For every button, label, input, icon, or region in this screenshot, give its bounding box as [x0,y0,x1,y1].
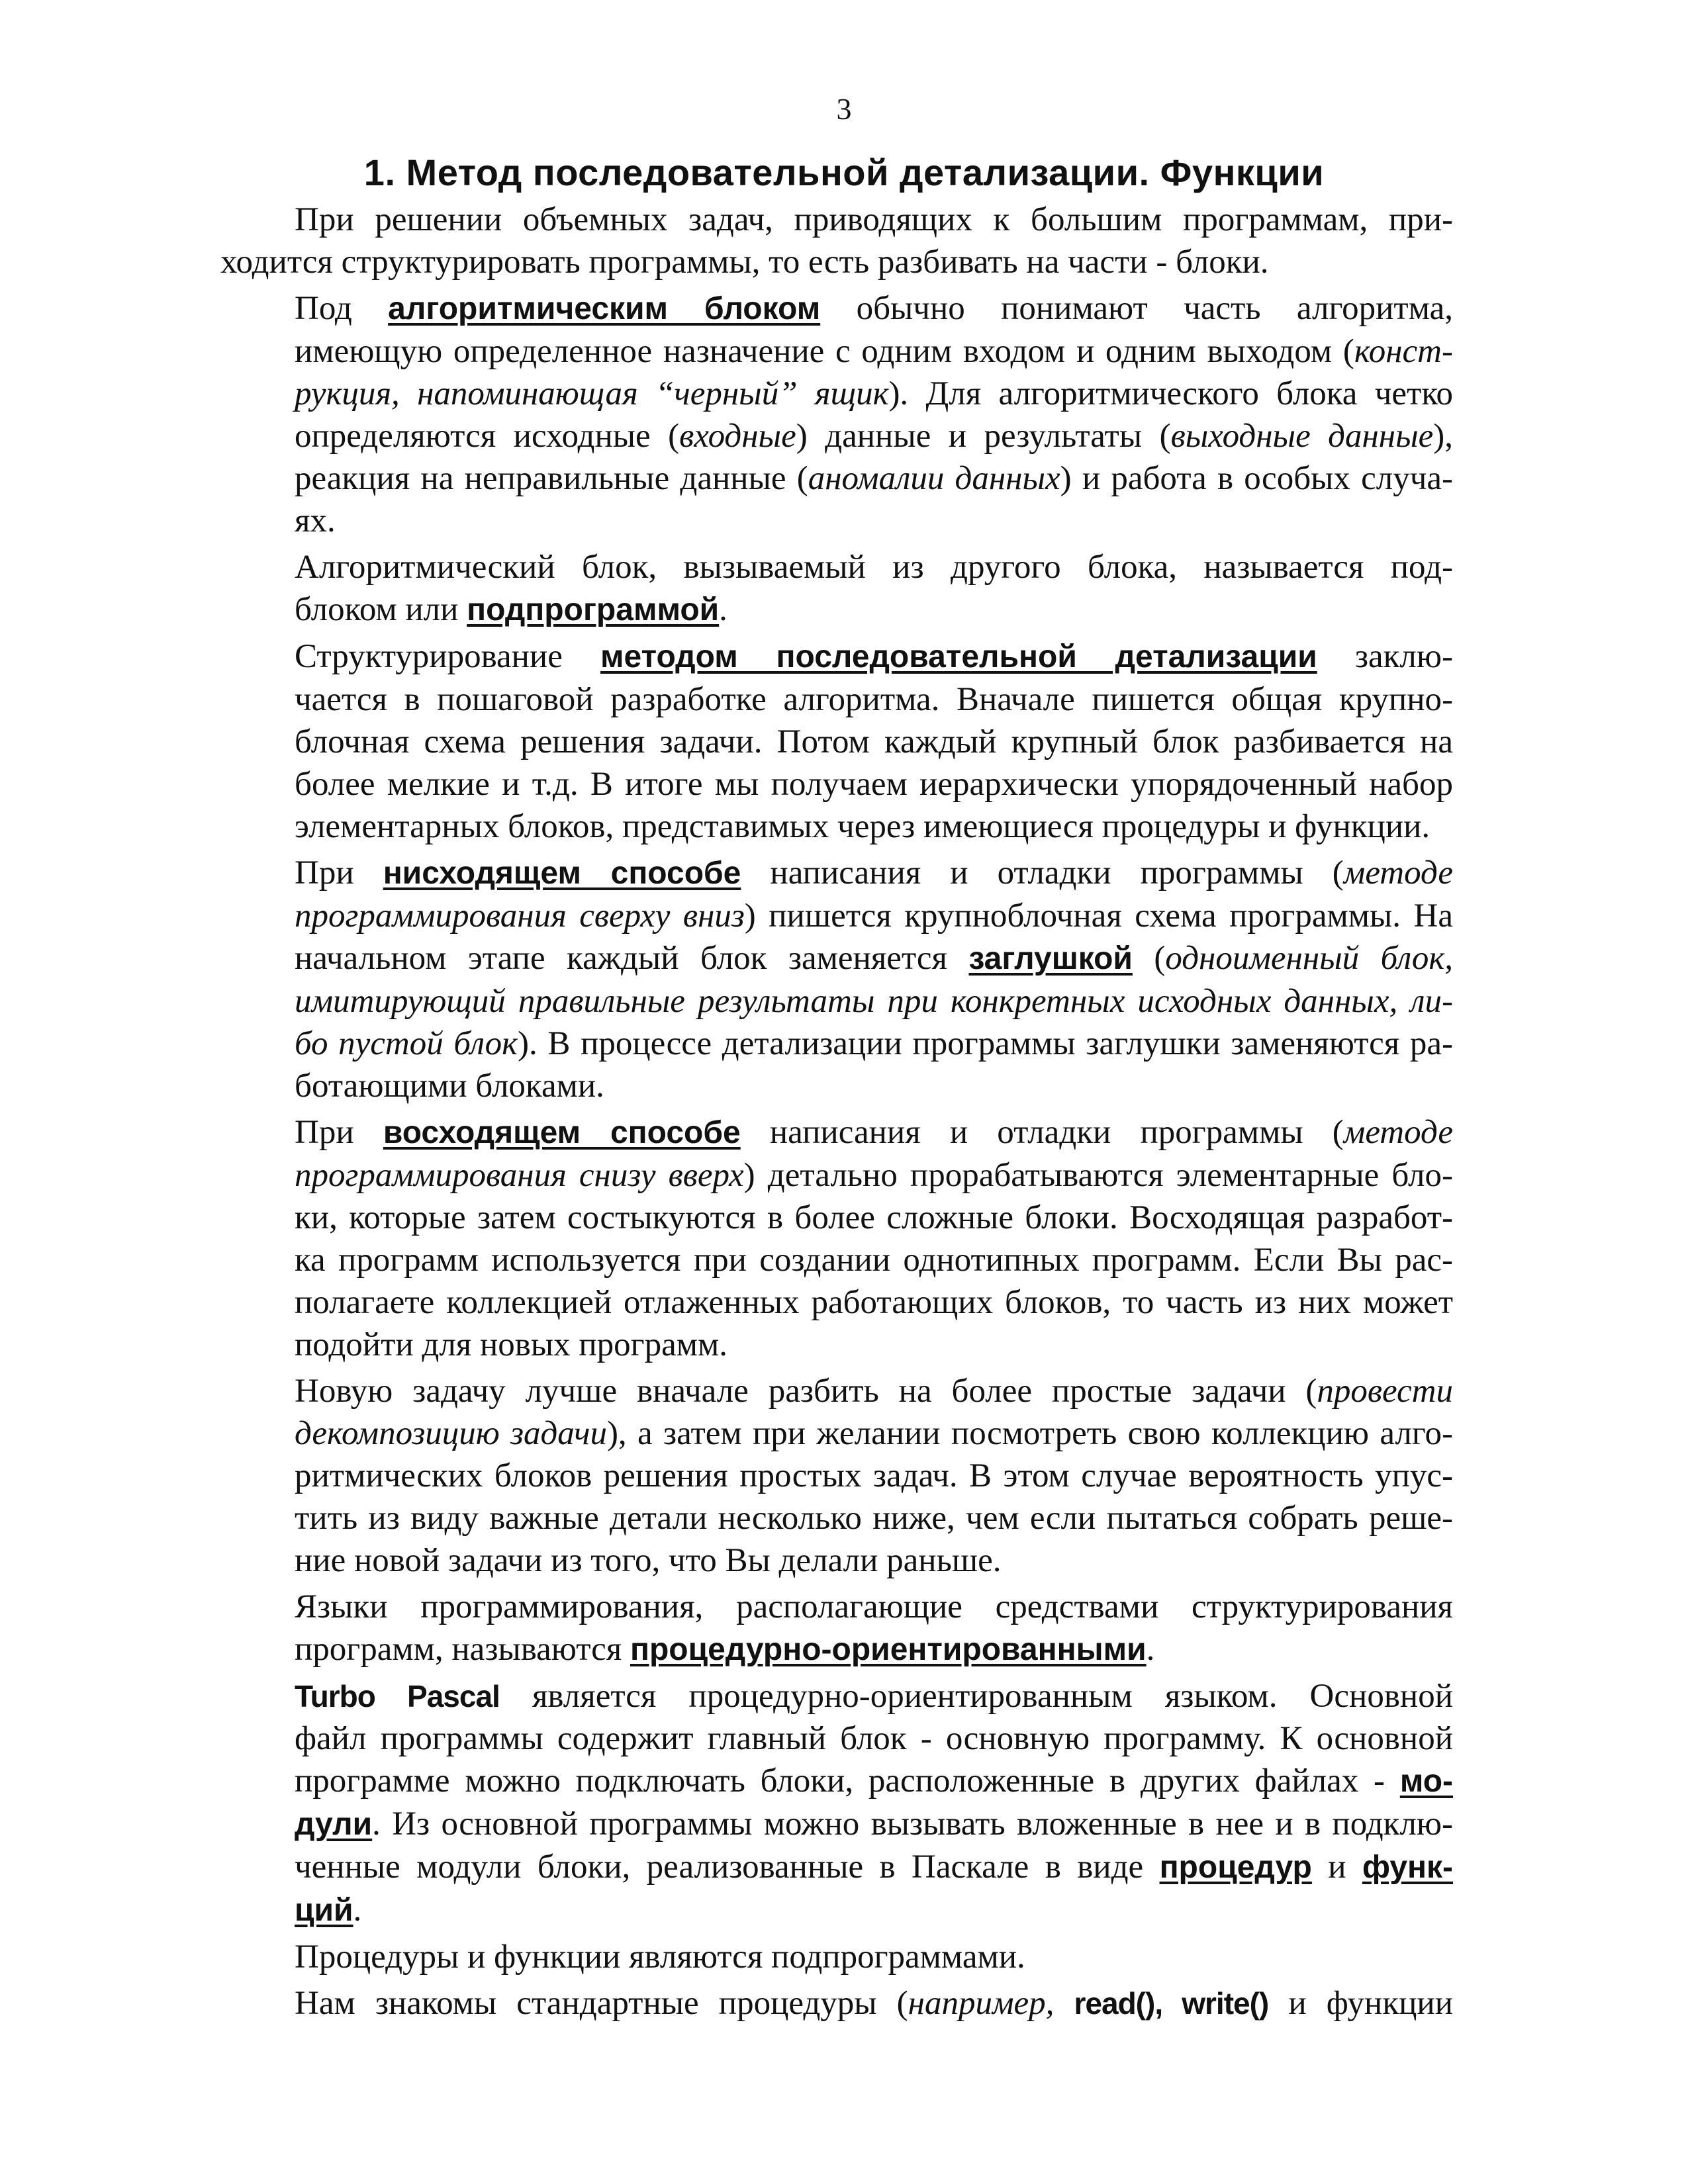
term-modules-part2: дули [295,1807,373,1842]
term-functions-part1: функ- [1362,1850,1454,1885]
paragraph-1: При решении объемных задач, приводящих к большим программам, при- ходится структурировать программы, то есть разбивать на части - блоки. [220,201,1453,281]
paragraph-4: Структурирование методом последовательной детализации заклю- чается в пошаговой разработке алгоритма. Вначале пишется общая крупно- блочная схема решения задачи. Потом каждый крупный блок разбивается на более мелкие и т.д. В итоге мы получаем иерархически упорядоченный набор элементарных блоков, представимых через имеющиеся процедуры и функции. [295,638,1453,845]
term-procedural: процедурно-ориентированными [630,1632,1147,1667]
paragraph-7: Новую задачу лучше вначале разбить на более простые задачи (провести декомпозицию задачи), а затем при желании посмотреть свою коллекцию алго- ритмических блоков решения простых задач. В этом случае вероятность упус- тить из виду важные детали несколько ниже, чем если пытаться собрать реше- ние новой задачи из того, что Вы делали раньше. [295,1373,1453,1579]
paragraph-9: Turbo Pascal является процедурно-ориентированным языком. Основной файл программы содержит главный блок - основную программу. К основной программе можно подключать блоки, расположенные в других файлах - мо- дули. Из основной программы можно вызывать вложенные в нее и в подклю- ченные модули блоки, реализованные в Паскале в виде процедур и функ- ций. [295,1678,1454,1929]
paragraph-3: Алгоритмический блок, вызываемый из другого блока, называется под- блоком или подпрограммой. [295,549,1453,628]
paragraph-8: Языки программирования, располагающие средствами структурирования программ, называются процедурно-ориентированными. [295,1588,1453,1668]
paragraph-5: При нисходящем способе написания и отладки программы (методе программирования сверху вниз) пишется крупноблочная схема программы. На начальном этапе каждый блок заменяется заглушкой (одноименный блок, имитирующий правильные результаты при конкретных исходных данных, ли- бо пустой блок). В процессе детализации программы заглушки заменяются ра- ботающими блоками. [295,854,1454,1105]
term-bottom-up: восходящем способе [383,1115,741,1150]
term-top-down: нисходящем способе [383,856,741,891]
paragraph-11: Нам знакомы стандартные процедуры (например, read(), write() и функции [295,1985,1453,2022]
section-title: 1. Метод последовательной детализации. Функции [363,152,1325,193]
code-turbo-pascal: Turbo Pascal [295,1679,500,1713]
term-algorithmic-block: алгоритмическим блоком [388,291,821,326]
term-modules-part1: мо- [1399,1764,1453,1799]
paragraph-10: Процедуры и функции являются подпрограммами. [295,1938,1025,1976]
code-read-write: read(), write() [1074,1986,1269,2021]
term-stub: заглушкой [968,941,1133,976]
paragraph-6: При восходящем способе написания и отладки программы (методе программирования снизу вверх) детально прорабатываются элементарные бло- ки, которые затем состыкуются в более сложные блоки. Восходящая разработ- ка программ используется при создании однотипных программ. Если Вы рас- полагаете коллекцией отлаженных работающих блоков, то часть из них может подойти для новых программ. [295,1114,1454,1363]
document-body [220,199,1453,2028]
page-number: 3 [836,92,852,126]
term-procedures: процедур [1159,1850,1312,1885]
term-stepwise-refinement: методом последовательной детализации [600,639,1317,674]
term-functions-part2: ций [295,1893,353,1928]
term-subprogram: подпрограммой [467,592,720,627]
paragraph-2: Под алгоритмическим блоком обычно понимают часть алгоритма, имеющую определенное назначение с одним входом и одним выходом (конст- рукция, напоминающая “черный” ящик). Для алгоритмического блока четко определяются исходные (входные) данные и результаты (выходные данные), реакция на неправильные данные (аномалии данных) и работа в особых случа- ях. [295,290,1454,539]
